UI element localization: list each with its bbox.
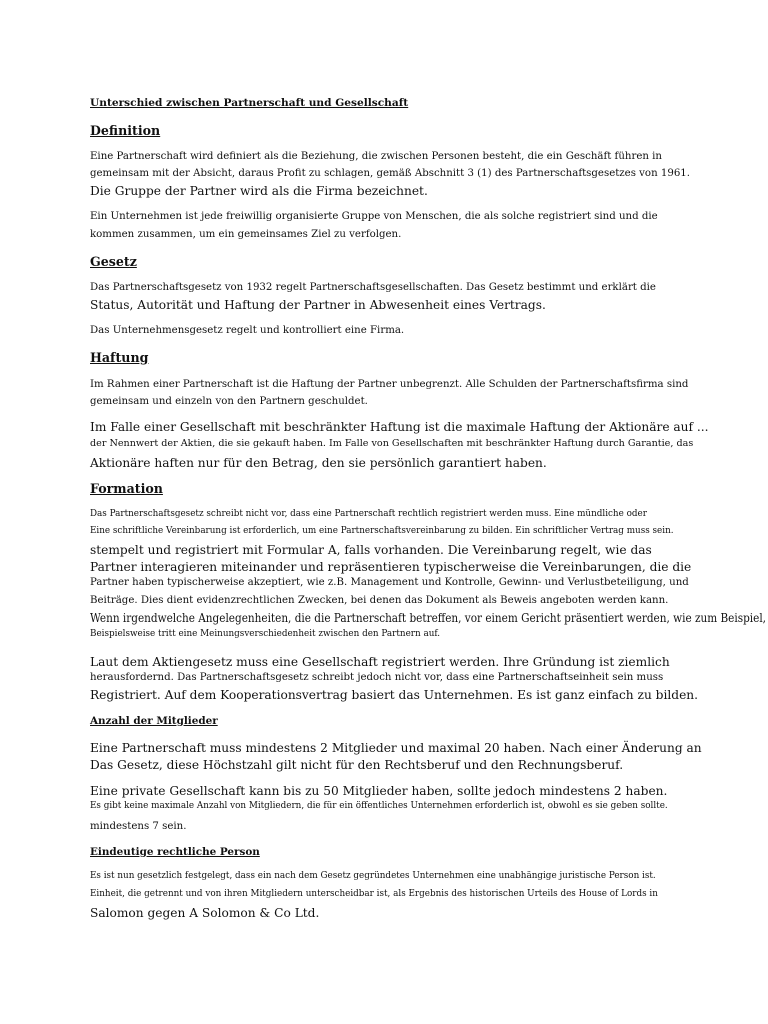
paragraph-line: Wenn irgendwelche Angelegenheiten, die die Partnerschaft betreffen, vor einem Gericht präsentiert werden, wie zum Beispiel, xyxy=(90,611,767,625)
paragraph-line: mindestens 7 sein. xyxy=(90,821,187,832)
paragraph-line: Registriert. Auf dem Kooperationsvertrag basiert das Unternehmen. Es ist ganz einfach zu bilden. xyxy=(90,688,698,702)
paragraph-line: Salomon gegen A Solomon & Co Ltd. xyxy=(90,906,320,920)
paragraph-line: gemeinsam und einzeln von den Partnern geschuldet. xyxy=(90,396,368,407)
paragraph-line: Das Gesetz, diese Höchstzahl gilt nicht für den Rechtsberuf und den Rechnungsberuf. xyxy=(90,758,624,772)
heading-haftung: Haftung xyxy=(90,350,149,365)
paragraph-line: Partner haben typischerweise akzeptiert, wie z.B. Management und Kontrolle, Gewinn- und Verlustbeteiligung, und xyxy=(90,577,689,588)
heading-gesetz: Gesetz xyxy=(90,254,137,269)
paragraph-line: Im Falle einer Gesellschaft mit beschränkter Haftung ist die maximale Haftung der Aktionäre auf ... xyxy=(90,420,709,434)
paragraph-line: Es gibt keine maximale Anzahl von Mitgliedern, die für ein öffentliches Unternehmen erforderlich ist, obwohl es sie geben sollte. xyxy=(90,801,668,811)
paragraph-line: Eine private Gesellschaft kann bis zu 50 Mitglieder haben, sollte jedoch mindestens 2 haben. xyxy=(90,784,668,798)
paragraph-line: Die Gruppe der Partner wird als die Firma bezeichnet. xyxy=(90,184,428,198)
paragraph-line: Beispielsweise tritt eine Meinungsverschiedenheit zwischen den Partnern auf. xyxy=(90,629,441,639)
heading-person: Eindeutige rechtliche Person xyxy=(90,846,260,858)
paragraph-line: Partner interagieren miteinander und repräsentieren typischerweise die Vereinbarungen, die die xyxy=(90,560,692,574)
paragraph-line: Eine schriftliche Vereinbarung ist erforderlich, um eine Partnerschaftsvereinbarung zu bilden. Ein schriftlicher Vertrag muss sein. xyxy=(90,526,674,536)
paragraph-line: Beiträge. Dies dient evidenzrechtlichen Zwecken, bei denen das Dokument als Beweis angeboten werden kann. xyxy=(90,595,669,606)
paragraph-line: der Nennwert der Aktien, die sie gekauft haben. Im Falle von Gesellschaften mit beschränkter Haftung durch Garantie, das xyxy=(90,438,694,449)
paragraph-line: Laut dem Aktiengesetz muss eine Gesellschaft registriert werden. Ihre Gründung ist ziemlich xyxy=(90,655,670,669)
paragraph-line: Das Partnerschaftsgesetz schreibt nicht vor, dass eine Partnerschaft rechtlich registriert werden muss. Eine mündliche oder xyxy=(90,509,647,519)
paragraph-line: Ein Unternehmen ist jede freiwillig organisierte Gruppe von Menschen, die als solche registriert sind und die xyxy=(90,211,658,222)
paragraph-line: kommen zusammen, um ein gemeinsames Ziel zu verfolgen. xyxy=(90,229,402,240)
paragraph-line: stempelt und registriert mit Formular A, falls vorhanden. Die Vereinbarung regelt, wie das xyxy=(90,543,652,557)
paragraph-line: Status, Autorität und Haftung der Partner in Abwesenheit eines Vertrags. xyxy=(90,298,546,312)
heading-mitglieder: Anzahl der Mitglieder xyxy=(90,715,218,727)
paragraph-line: Es ist nun gesetzlich festgelegt, dass ein nach dem Gesetz gegründetes Unternehmen eine unabhängige juristische Person ist. xyxy=(90,871,656,881)
document-title: Unterschied zwischen Partnerschaft und Gesellschaft xyxy=(90,97,409,109)
heading-formation: Formation xyxy=(90,481,163,496)
paragraph-line: herausfordernd. Das Partnerschaftsgesetz schreibt jedoch nicht vor, dass eine Partnerschaftseinheit sein muss xyxy=(90,672,664,683)
paragraph-line: Aktionäre haften nur für den Betrag, den sie persönlich garantiert haben. xyxy=(90,456,547,470)
paragraph-line: gemeinsam mit der Absicht, daraus Profit zu schlagen, gemäß Abschnitt 3 (1) des Partnerschaftsgesetzes von 1961. xyxy=(90,168,691,179)
paragraph-line: Im Rahmen einer Partnerschaft ist die Haftung der Partner unbegrenzt. Alle Schulden der Partnerschaftsfirma sind xyxy=(90,379,689,390)
paragraph-line: Eine Partnerschaft wird definiert als die Beziehung, die zwischen Personen besteht, die ein Geschäft führen in xyxy=(90,151,662,162)
heading-definition: Definition xyxy=(90,123,161,138)
paragraph-line: Eine Partnerschaft muss mindestens 2 Mitglieder und maximal 20 haben. Nach einer Änderung an xyxy=(90,741,702,755)
paragraph-line: Das Unternehmensgesetz regelt und kontrolliert eine Firma. xyxy=(90,325,405,336)
paragraph-line: Einheit, die getrennt und von ihren Mitgliedern unterscheidbar ist, als Ergebnis des historischen Urteils des House of Lords in xyxy=(90,889,658,899)
paragraph-line: Das Partnerschaftsgesetz von 1932 regelt Partnerschaftsgesellschaften. Das Gesetz bestimmt und erklärt die xyxy=(90,282,656,293)
